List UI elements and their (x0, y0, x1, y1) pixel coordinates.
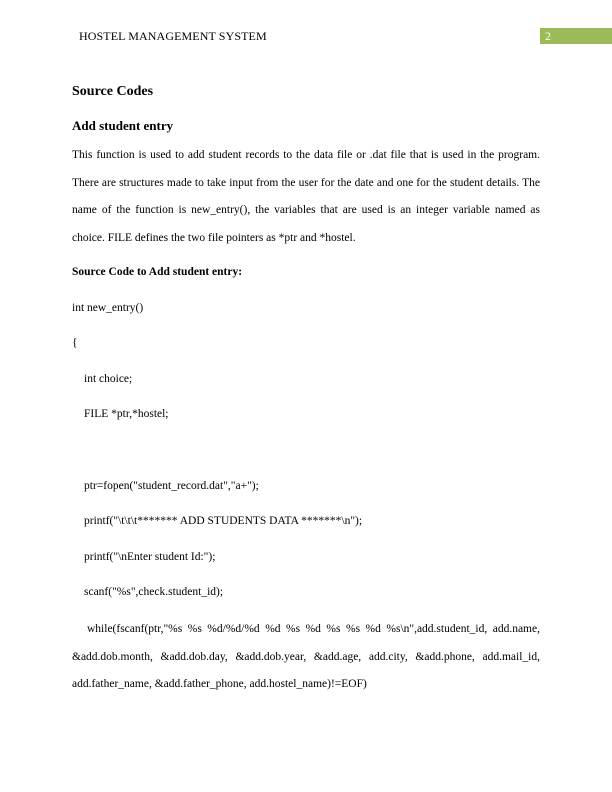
code-line: printf("\t\t\t******* ADD STUDENTS DATA *******\n"); (84, 515, 363, 527)
code-line: { (72, 337, 78, 349)
running-header: HOSTEL MANAGEMENT SYSTEM (79, 29, 267, 43)
code-line: int choice; (84, 373, 133, 385)
code-line: FILE *ptr,*hostel; (84, 408, 169, 420)
page-number-badge (540, 28, 612, 44)
description-paragraph: This function is used to add student records to the data file or .dat file that is used in the program. There are structures made to take input from the user for the date and one for the student details. The name of the function is new_entry(), the variables that are used is an integer variable named as choice. FILE defines the two file pointers as *ptr and *hostel. (72, 149, 540, 244)
subsection-heading: Add student entry (72, 118, 174, 133)
code-line: int new_entry() (72, 302, 144, 314)
code-line: ptr=fopen("student_record.dat","a+"); (84, 480, 259, 492)
code-while-statement: while(fscanf(ptr,"%s %s %d/%d/%d %d %s %d %s %s %d %s\n",add.student_id, add.name, &add.dob.month, &add.dob.day, &add.dob.year, &add.age, add.city, &add.phone, add.mail_id, add.father_name, &add.father_phone, add.hostel_name)!=EOF) (72, 623, 540, 690)
code-title: Source Code to Add student entry: (72, 266, 243, 278)
code-line: printf("\nEnter student Id:"); (84, 551, 216, 563)
code-line: scanf("%s",check.student_id); (84, 586, 224, 598)
section-heading: Source Codes (72, 84, 154, 99)
page-number: 2 (545, 29, 551, 43)
